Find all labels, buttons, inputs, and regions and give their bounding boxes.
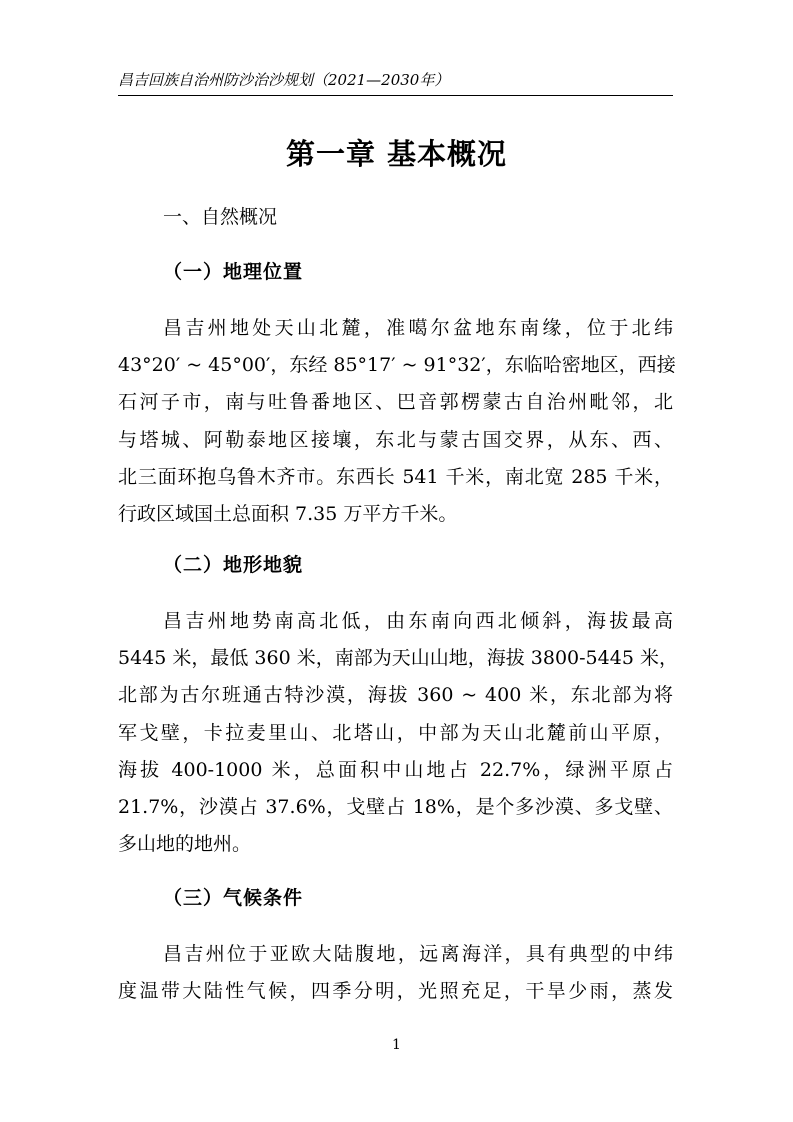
paragraph-line: 海拔 400-1000 米，总面积中山地占 22.7%，绿洲平原占: [118, 758, 673, 781]
paragraph-line: 北部为古尔班通古特沙漠，海拔 360 ~ 400 米，东北部为将: [118, 684, 673, 707]
section-heading-natural-overview: 一、自然概况: [163, 206, 278, 228]
paragraph-line: 军戈壁，卡拉麦里山、北塔山，中部为天山北麓前山平原，: [118, 721, 673, 744]
paragraph-line: 多山地的地州。: [118, 833, 252, 856]
page-number: 1: [392, 1037, 401, 1053]
paragraph-line: 昌吉州地势南高北低，由东南向西北倾斜，海拔最高: [163, 610, 673, 632]
paragraph-line: 行政区域国土总面积 7.35 万平方千米。: [118, 502, 458, 525]
paragraph-line: 北三面环抱乌鲁木齐市。东西长 541 千米，南北宽 285 千米，: [118, 465, 673, 488]
paragraph-line: 43°20′ ~ 45°00′，东经 85°17′ ~ 91°32′，东临哈密地区，西接: [118, 354, 676, 377]
paragraph-climate-conditions: [118, 936, 673, 1010]
paragraph-terrain-landforms: [118, 603, 678, 863]
paragraph-geographic-location: [118, 310, 676, 533]
subsection-heading-terrain-landforms: （二）地形地貌: [163, 554, 304, 576]
header-rule: [118, 95, 673, 96]
subsection-heading-geographic-location: （一）地理位置: [163, 261, 304, 283]
paragraph-line: 度温带大陆性气候，四季分明，光照充足，干旱少雨，蒸发: [118, 980, 673, 1003]
paragraph-line: 21.7%，沙漠占 37.6%，戈壁占 18%，是个多沙漠、多戈壁、: [118, 795, 673, 818]
paragraph-line: 石河子市，南与吐鲁番地区、巴音郭楞蒙古自治州毗邻，北: [118, 391, 673, 414]
paragraph-line: 昌吉州位于亚欧大陆腹地，远离海洋，具有典型的中纬: [163, 943, 673, 965]
paragraph-line: 5445 米，最低 360 米，南部为天山山地，海拔 3800-5445 米，: [118, 647, 678, 670]
paragraph-line: 与塔城、阿勒泰地区接壤，东北与蒙古国交界，从东、西、: [118, 428, 673, 451]
chapter-title: 第一章 基本概况: [285, 137, 508, 171]
subsection-heading-climate-conditions: （三）气候条件: [163, 887, 304, 909]
paragraph-line: 昌吉州地处天山北麓，准噶尔盆地东南缘，位于北纬: [163, 317, 673, 339]
running-header: 昌吉回族自治州防沙治沙规划（2021—2030年）: [118, 71, 450, 89]
